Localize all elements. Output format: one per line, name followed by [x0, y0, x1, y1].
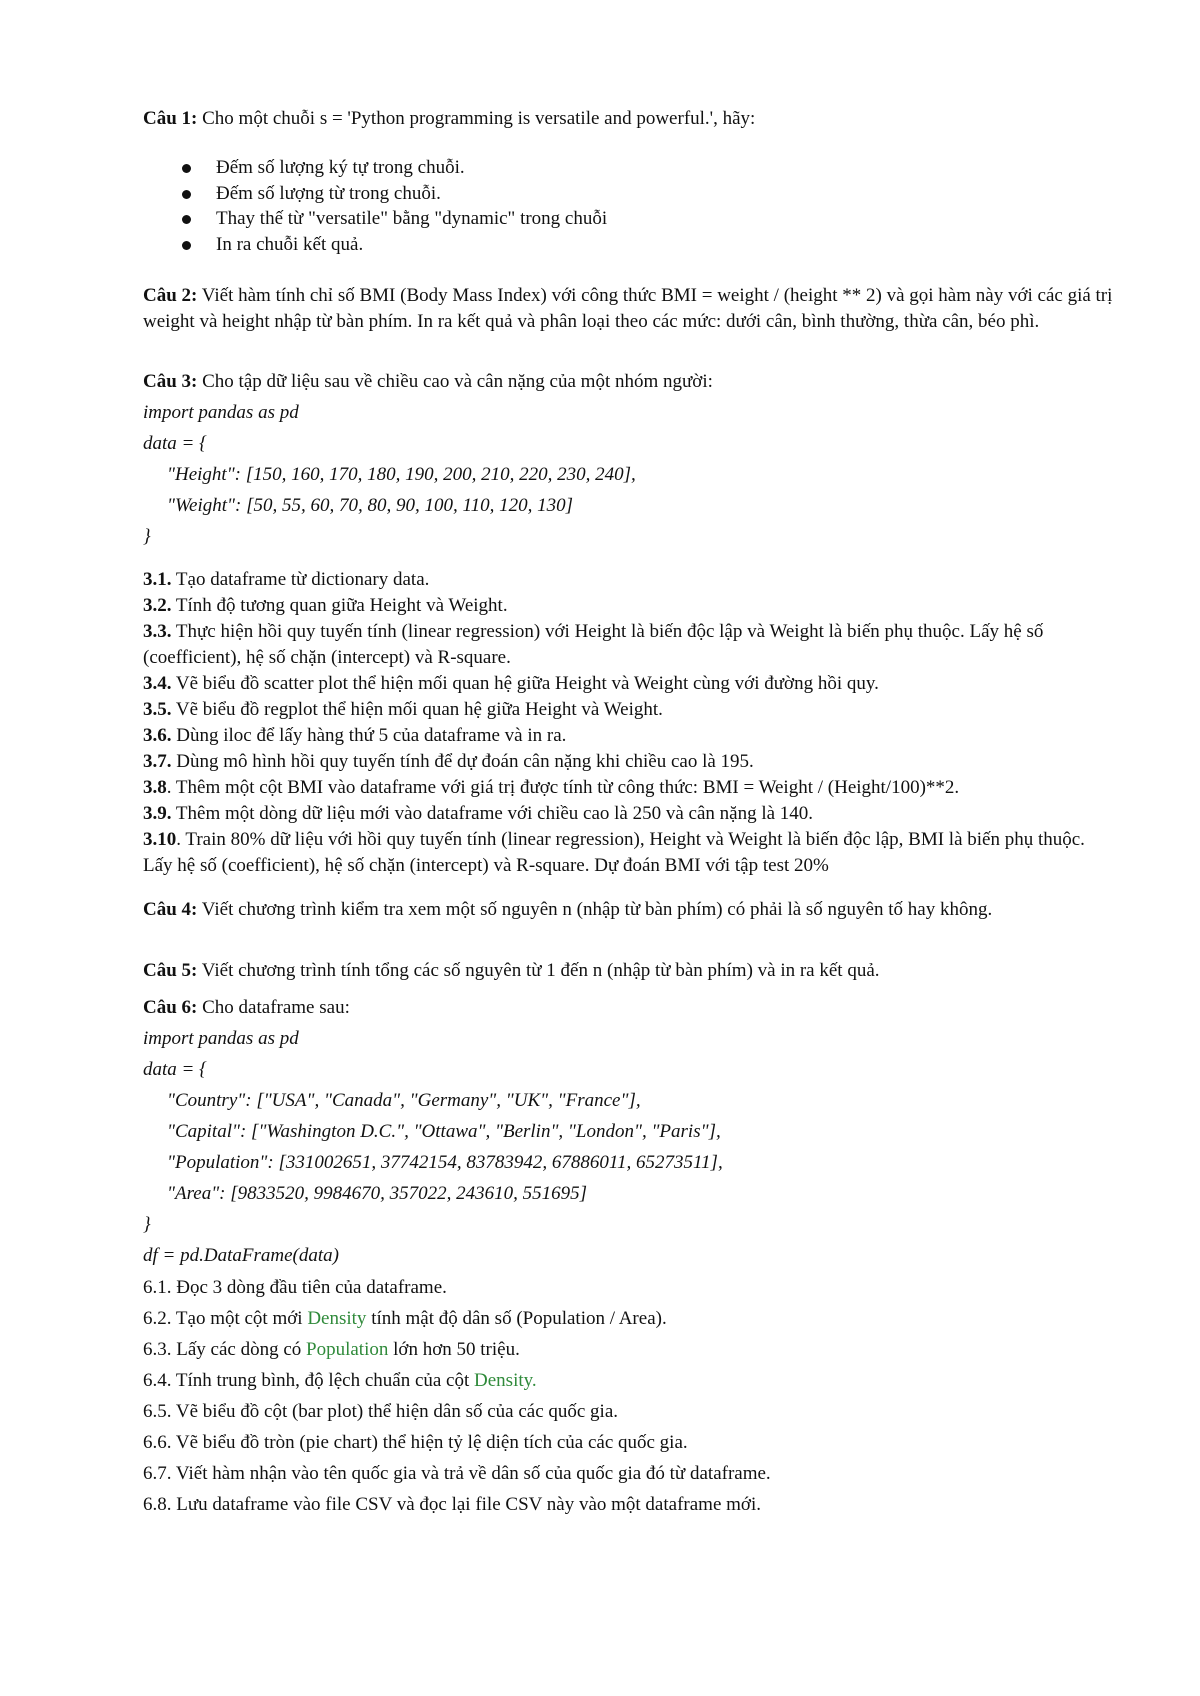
q3-label: Câu 3: [143, 371, 198, 392]
q6-item-3: 6.3. Lấy các dòng có Population lớn hơn 50 triệu. [143, 1339, 520, 1360]
q6-code-block [143, 1023, 723, 1271]
q3-item-7: 3.7. Dùng mô hình hồi quy tuyến tính để dự đoán cân nặng khi chiều cao là 195. [143, 751, 754, 772]
code-line: } [143, 1214, 151, 1235]
q4-text: Viết chương trình kiểm tra xem một số nguyên n (nhập từ bàn phím) có phải là số nguyên tố hay không. [197, 899, 993, 920]
q5-text: Viết chương trình tính tổng các số nguyên từ 1 đến n (nhập từ bàn phím) và in ra kết quả. [197, 960, 880, 981]
bullet-icon [182, 241, 191, 250]
code-line: data = { [143, 433, 207, 454]
q6-item-4: 6.4. Tính trung bình, độ lệch chuẩn của cột Density. [143, 1370, 537, 1391]
code-line: "Weight": [50, 55, 60, 70, 80, 90, 100, 110, 120, 130] [167, 495, 573, 516]
q6-paragraph [143, 995, 1118, 1021]
code-line: import pandas as pd [143, 402, 299, 423]
code-line: } [143, 526, 151, 547]
code-line: "Area": [9833520, 9984670, 357022, 243610, 551695] [167, 1183, 588, 1204]
code-line: data = { [143, 1059, 207, 1080]
q5-paragraph [143, 958, 1118, 984]
q3-item-5: 3.5. Vẽ biểu đồ regplot thể hiện mối quan hệ giữa Height và Weight. [143, 699, 663, 720]
q6-text: Cho dataframe sau: [197, 997, 350, 1018]
q4-label: Câu 4: [143, 899, 198, 920]
q1-label: Câu 1: [143, 108, 198, 129]
q3-item-8: 3.8. Thêm một cột BMI vào dataframe với giá trị được tính từ công thức: BMI = Weight / (Height/100)**2. [143, 777, 960, 798]
q6-item-6: 6.6. Vẽ biểu đồ tròn (pie chart) thể hiện tỷ lệ diện tích của các quốc gia. [143, 1432, 688, 1453]
code-line: "Country": ["USA", "Canada", "Germany", "UK", "France"], [167, 1090, 641, 1111]
q6-item-1: 6.1. Đọc 3 dòng đầu tiên của dataframe. [143, 1277, 447, 1298]
q3-item-10: 3.10. Train 80% dữ liệu với hồi quy tuyến tính (linear regression), Height và Weight là biến độc lập, BMI là biến phụ thuộc. Lấy hệ số (coefficient), hệ số chặn (intercept) và R-square. Dự đoán BMI với tập test 20% [143, 829, 1085, 876]
code-line: import pandas as pd [143, 1028, 299, 1049]
q1-text: Cho một chuỗi s = 'Python programming is versatile and powerful.', hãy: [197, 108, 756, 129]
bullet-icon [182, 164, 191, 173]
density-keyword: Density. [474, 1370, 537, 1391]
q3-text: Cho tập dữ liệu sau về chiều cao và cân nặng của một nhóm người: [197, 371, 713, 392]
q6-item-7: 6.7. Viết hàm nhận vào tên quốc gia và trả về dân số của quốc gia đó từ dataframe. [143, 1463, 771, 1484]
q4-paragraph [143, 897, 1118, 923]
list-item: In ra chuỗi kết quả. [182, 232, 607, 258]
list-item: Thay thế từ "versatile" bằng "dynamic" trong chuỗi [182, 206, 607, 232]
density-keyword: Density [307, 1308, 367, 1329]
list-item: Đếm số lượng ký tự trong chuỗi. [182, 155, 607, 181]
q3-paragraph [143, 369, 1118, 395]
q1-bullet-list [182, 155, 607, 257]
q3-item-6: 3.6. Dùng iloc để lấy hàng thứ 5 của dataframe và in ra. [143, 725, 567, 746]
code-line: df = pd.DataFrame(data) [143, 1245, 339, 1266]
q3-item-2: 3.2. Tính độ tương quan giữa Height và Weight. [143, 595, 508, 616]
q3-item-1: 3.1. Tạo dataframe từ dictionary data. [143, 569, 430, 590]
q2-label: Câu 2: [143, 285, 198, 306]
q1-paragraph [143, 106, 1118, 132]
code-line: "Height": [150, 160, 170, 180, 190, 200, 210, 220, 230, 240], [167, 464, 636, 485]
q3-item-3: 3.3. Thực hiện hồi quy tuyến tính (linear regression) với Height là biến độc lập và Weight là biến phụ thuộc. Lấy hệ số (coefficient), hệ số chặn (intercept) và R-square. [143, 621, 1044, 668]
q3-code-block [143, 397, 636, 552]
bullet-icon [182, 215, 191, 224]
list-item: Đếm số lượng từ trong chuỗi. [182, 181, 607, 207]
q6-item-2: 6.2. Tạo một cột mới Density tính mật độ dân số (Population / Area). [143, 1308, 667, 1329]
q2-text: Viết hàm tính chỉ số BMI (Body Mass Index) với công thức BMI = weight / (height ** 2) và gọi hàm này với các giá trị weight và height nhập từ bàn phím. In ra kết quả và phân loại theo các mức: dưới cân, bình thường, thừa cân, béo phì. [143, 285, 1113, 332]
population-keyword: Population [306, 1339, 389, 1360]
q5-label: Câu 5: [143, 960, 198, 981]
q2-paragraph [143, 283, 1118, 335]
q3-item-9: 3.9. Thêm một dòng dữ liệu mới vào dataframe với chiều cao là 250 và cân nặng là 140. [143, 803, 814, 824]
code-line: "Population": [331002651, 37742154, 83783942, 67886011, 65273511], [167, 1152, 723, 1173]
q3-item-4: 3.4. Vẽ biểu đồ scatter plot thể hiện mối quan hệ giữa Height và Weight cùng với đường hồi quy. [143, 673, 879, 694]
q6-item-5: 6.5. Vẽ biểu đồ cột (bar plot) thể hiện dân số của các quốc gia. [143, 1401, 619, 1422]
q6-item-8: 6.8. Lưu dataframe vào file CSV và đọc lại file CSV này vào một dataframe mới. [143, 1494, 761, 1515]
q6-label: Câu 6: [143, 997, 198, 1018]
code-line: "Capital": ["Washington D.C.", "Ottawa", "Berlin", "London", "Paris"], [167, 1121, 721, 1142]
bullet-icon [182, 190, 191, 199]
